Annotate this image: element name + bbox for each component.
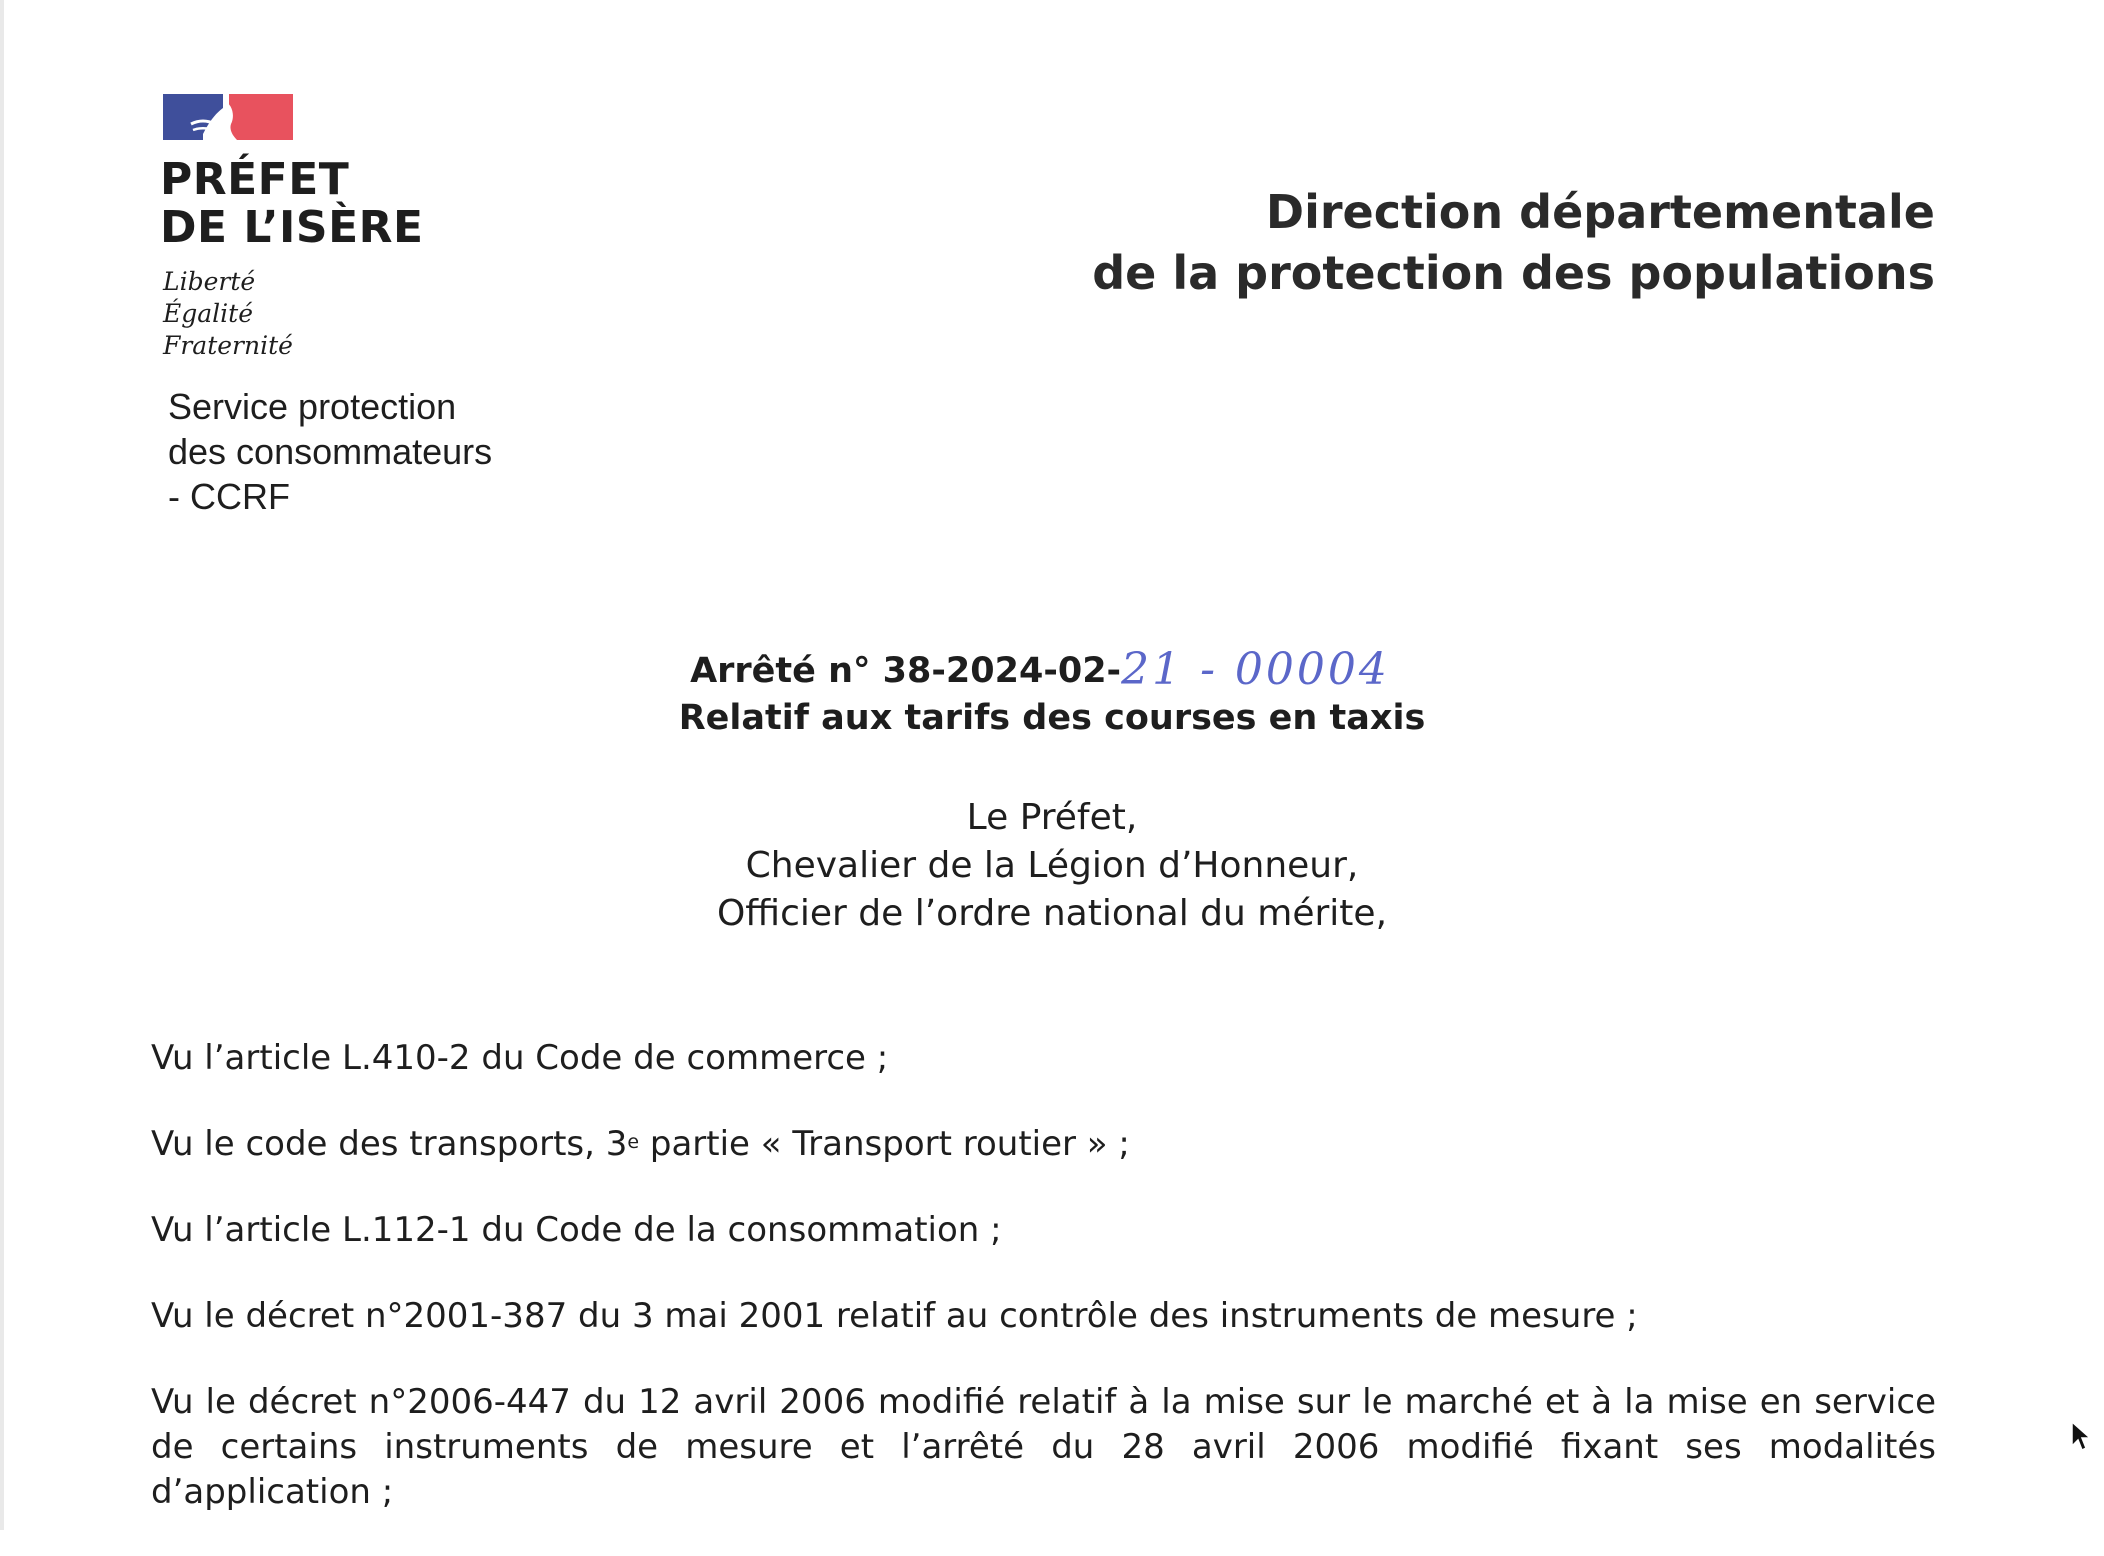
visa-item: Vu l’article L.410-2 du Code de commerce ;: [151, 1038, 889, 1078]
visas-list: [151, 1036, 1936, 1556]
service-line2: des consommateurs: [168, 431, 493, 472]
visa-item: Vu l’article L.112-1 du Code de la consommation ;: [151, 1210, 1002, 1250]
marianne-logo: [163, 94, 293, 142]
motto-liberte: Liberté: [163, 267, 256, 296]
arrete-number-line: [0, 644, 2092, 695]
visa-item: Vu le décret n°2001-387 du 3 mai 2001 relatif au contrôle des instruments de mesure ;: [151, 1296, 1638, 1336]
mouse-cursor-icon: [2070, 1420, 2092, 1454]
visa-text: Vu le code des transports, 3: [151, 1124, 628, 1164]
direction-line1: Direction départementale: [1265, 185, 1935, 239]
republic-motto: [163, 266, 293, 362]
motto-egalite: Égalité: [163, 299, 253, 328]
motto-fraternite: Fraternité: [163, 331, 293, 360]
prefet-line3: Officier de l’ordre national du mérite,: [716, 893, 1388, 934]
direction-line2: de la protection des populations: [1092, 246, 1935, 300]
visa-text: partie « Transport routier » ;: [639, 1124, 1130, 1164]
arrete-heading: [0, 644, 2104, 742]
service-line1: Service protection: [168, 386, 457, 427]
prefecture-title-line2: DE L’ISÈRE: [160, 202, 424, 253]
prefet-line2: Chevalier de la Légion d’Honneur,: [745, 845, 1359, 886]
arrete-number-handwritten: 21 - 00004: [1121, 644, 1390, 695]
visa-superscript: e: [627, 1131, 640, 1153]
prefecture-title: [160, 156, 424, 252]
visa-item: Vu le décret n°2006-447 du 12 avril 2006 modifié relatif à la mise sur le marché et à la mise en service de certains instruments de mesure et l’arrêté du 28 avril 2006 modifié fixant ses modalités d’application ;: [151, 1382, 1936, 1512]
prefecture-title-line1: PRÉFET: [160, 154, 350, 205]
prefet-titles: [0, 794, 2104, 938]
service-name: [168, 384, 492, 519]
arrete-number-prefix: Arrêté n° 38-2024-02-: [690, 651, 1122, 691]
service-line3: - CCRF: [168, 476, 290, 517]
visa-item: [151, 1122, 1936, 1167]
arrete-subject: Relatif aux tarifs des courses en taxis: [678, 698, 1426, 738]
scan-edge: [0, 0, 4, 1530]
prefet-line1: Le Préfet,: [966, 797, 1138, 838]
direction-heading: [1092, 182, 1935, 304]
